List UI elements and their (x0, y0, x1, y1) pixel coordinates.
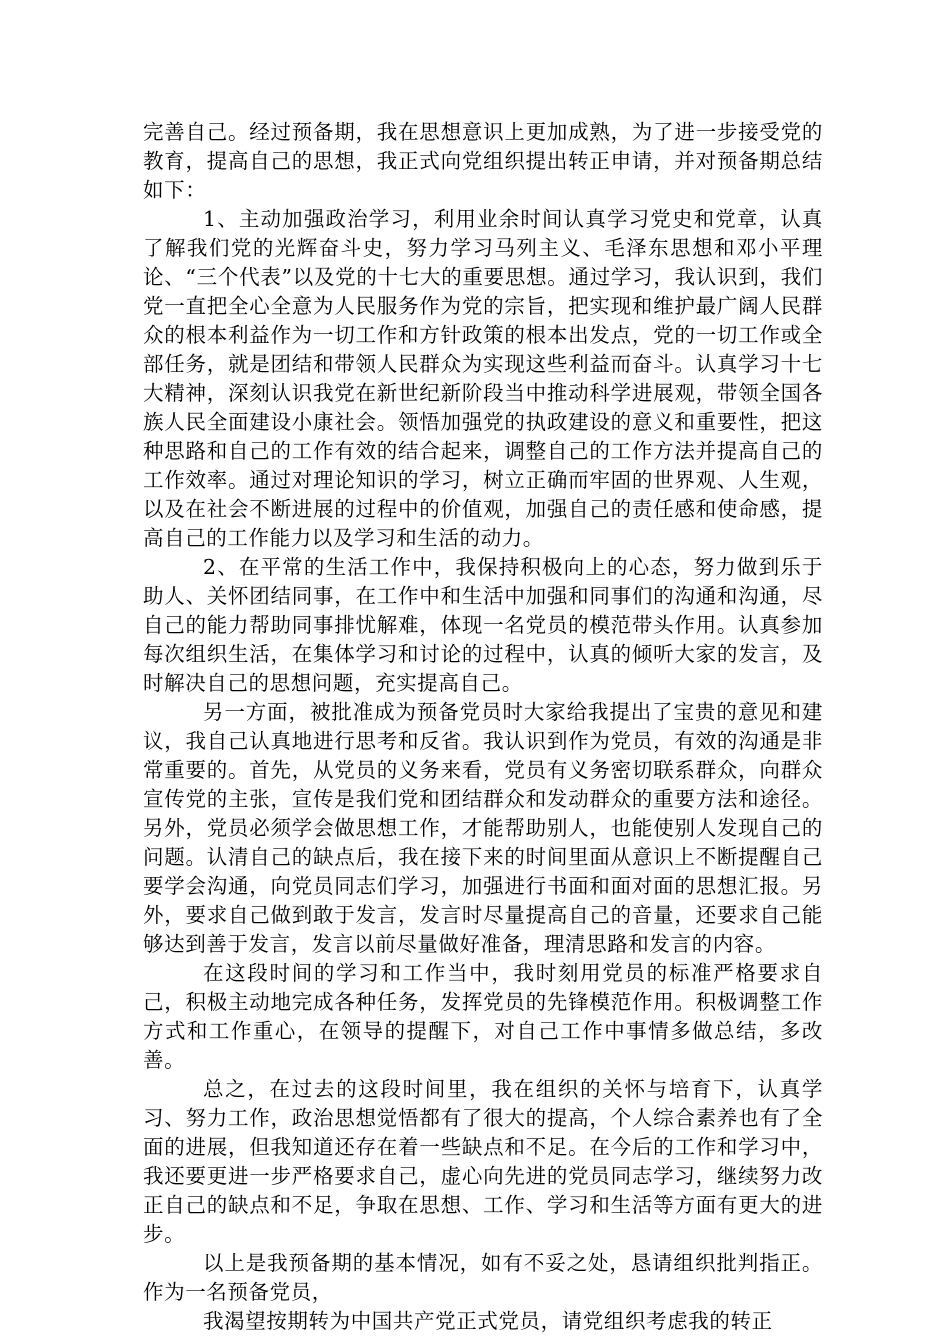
paragraph-intro: 完善自己。经过预备期，我在思想意识上更加成熟，为了进一步接受党的教育，提高自己的思想，我正式向党组织提出转正申请，并对预备期总结如下： (143, 120, 823, 202)
paragraph-request: 我渴望按期转为中国共产党正式党员，请党组织考虑我的转正 (203, 1309, 773, 1333)
paragraph-summary: 总之，在过去的这段时间里，我在组织的关怀与培育下，认真学习、努力工作，政治思想觉悟都有了很大的提高，个人综合素养也有了全面的进展，但我知道还存在着一些缺点和不足。在今后的工作和学习中，我还要更进一步严格要求自己，虚心向先进的党员同志学习，继续努力改正自己的缺点和不足，争取在思想、工作、学习和生活等方面有更大的进步。 (143, 1077, 823, 1246)
paragraph-political-study: 1、主动加强政治学习，利用业余时间认真学习党史和党章，认真了解我们党的光辉奋斗史，努力学习马列主义、毛泽东思想和邓小平理论、“三个代表”以及党的十七大的重要思想。通过学习，我认识到，我们党一直把全心全意为人民服务作为党的宗旨，把实现和维护最广阔人民群众的根本利益作为一切工作和方针政策的根本出发点，党的一切工作或全部任务，就是团结和带领人民群众为实现这些利益而奋斗。认真学习十七大精神，深刻认识我党在新世纪新阶段当中推动科学进展观，带领全国各族人民全面建设小康社会。领悟加强党的执政建设的意义和重要性，把这种思路和自己的工作有效的结合起来，调整自己的工作方法并提高自己的工作效率。通过对理论知识的学习，树立正确而牢固的世界观、人生观，以及在社会不断进展的过程中的价值观，加强自己的责任感和使命感，提高自己的工作能力以及学习和生活的动力。 (143, 207, 823, 550)
paragraph-reflection: 另一方面，被批准成为预备党员时大家给我提出了宝贵的意见和建议，我自己认真地进行思考和反省。我认识到作为党员，有效的沟通是非常重要的。首先，从党员的义务来看，党员有义务密切联系群众，向群众宣传党的主张，宣传是我们党和团结群众和发动群众的重要方法和途径。另外，党员必须学会做思想工作，才能帮助别人，也能使别人发现自己的问题。认清自己的缺点后，我在接下来的时间里面从意识上不断提醒自己要学会沟通，向党员同志们学习，加强进行书面和面对面的思想汇报。另外，要求自己做到敢于发言，发言时尽量提高自己的音量，还要求自己能够达到善于发言，发言以前尽量做好准备，理清思路和发言的内容。 (143, 700, 823, 956)
document-body (143, 118, 823, 1336)
paragraph-daily-work: 2、在平常的生活工作中，我保持积极向上的心态，努力做到乐于助人、关怀团结同事，在工作中和生活中加强和同事们的沟通和沟通，尽自己的能力帮助同事排忧解难，体现一名党员的模范带头作用。认真参加每次组织生活，在集体学习和讨论的过程中，认真的倾听大家的发言，及时解决自己的思想问题，充实提高自己。 (143, 555, 823, 695)
paragraph-standards: 在这段时间的学习和工作当中，我时刻用党员的标准严格要求自己，积极主动地完成各种任务，发挥党员的先锋模范作用。积极调整工作方式和工作重心，在领导的提醒下，对自己工作中事情多做总结，多改善。 (143, 961, 823, 1072)
paragraph-closing: 以上是我预备期的基本情况，如有不妥之处，恳请组织批判指正。作为一名预备党员， (143, 1251, 823, 1304)
